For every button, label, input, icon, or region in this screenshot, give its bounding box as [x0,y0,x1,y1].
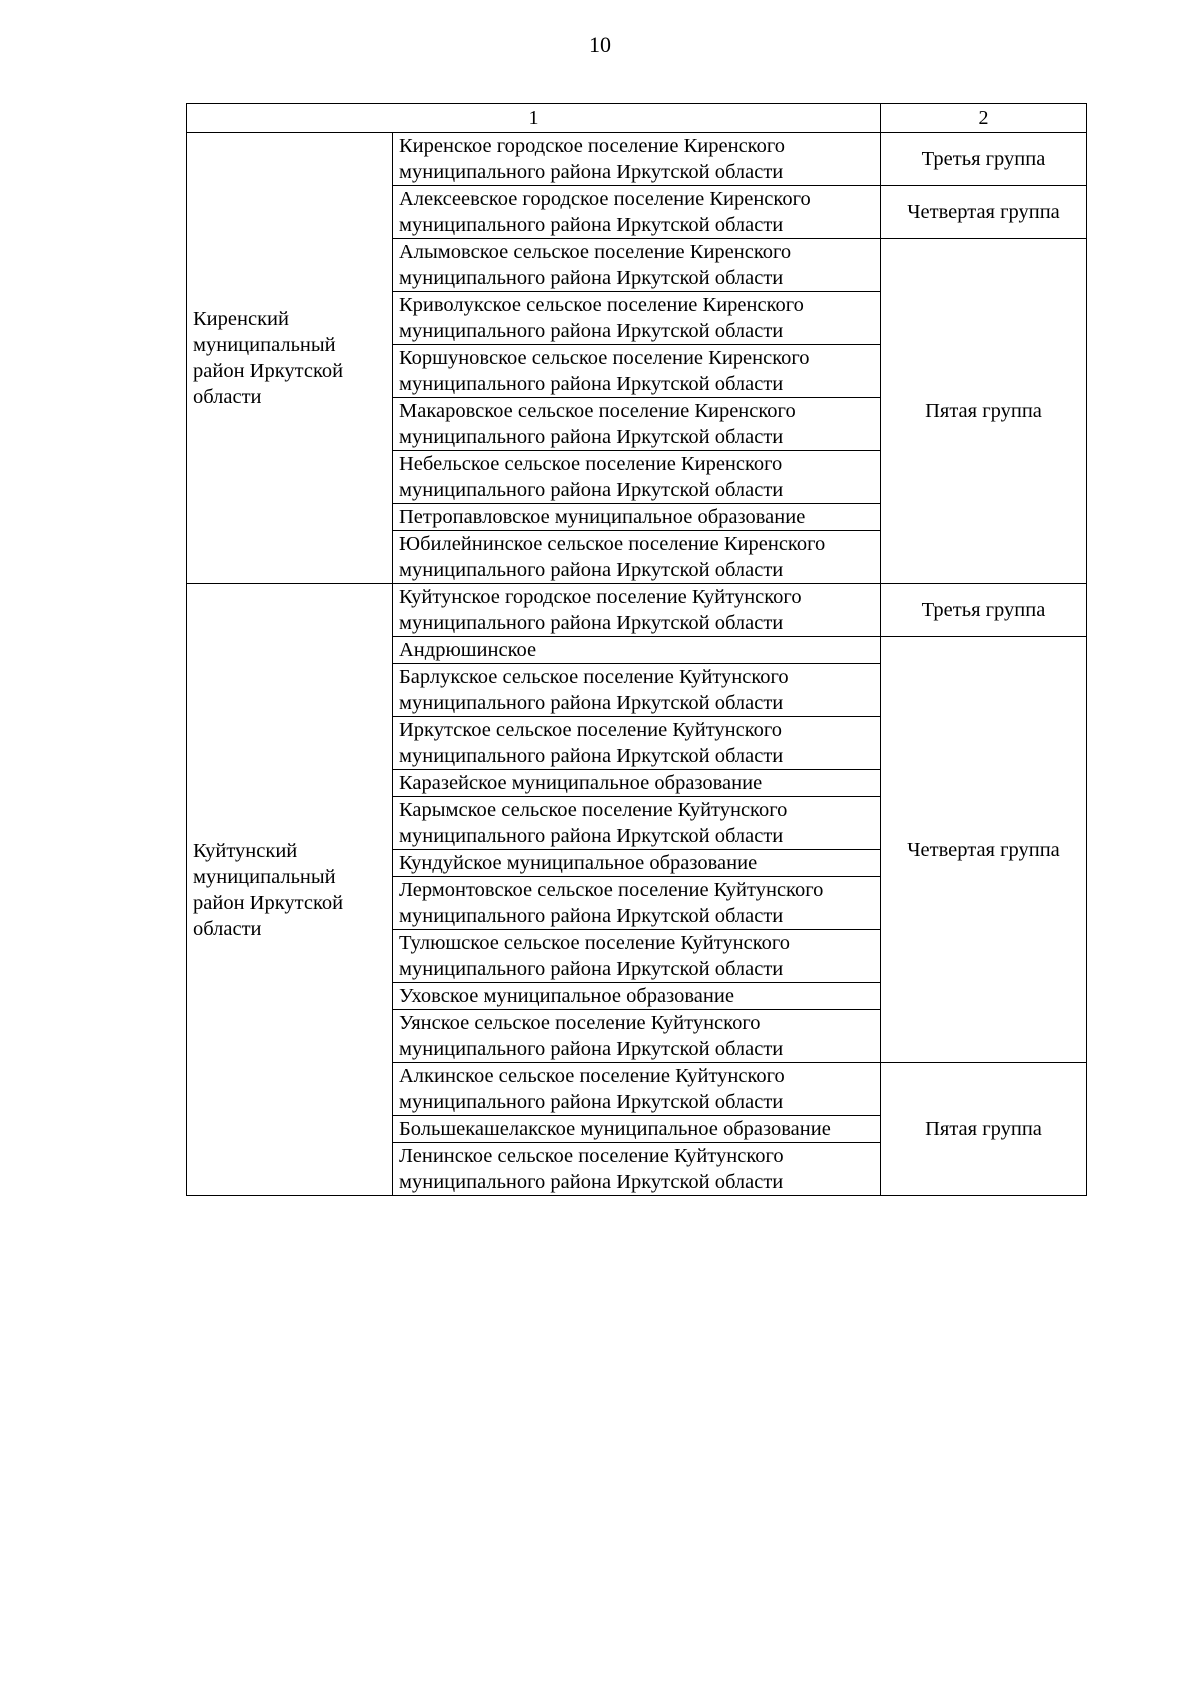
settlement-name: Алкинское сельское поселение Куйтунского муниципального района Иркутской области [393,1063,881,1116]
group-label: Четвертая группа [881,186,1087,239]
settlement-name: Небельское сельское поселение Киренского муниципального района Иркутской области [393,451,881,504]
group-label: Третья группа [881,133,1087,186]
table-row [187,133,1087,186]
settlement-name: Лермонтовское сельское поселение Куйтунского муниципального района Иркутской области [393,877,881,930]
header-col-2: 2 [881,104,1087,133]
district-name: Куйтунский муниципальный район Иркутской области [187,584,393,1196]
settlement-name: Юбилейнинское сельское поселение Киренского муниципального района Иркутской области [393,531,881,584]
settlement-name: Уховское муниципальное образование [393,983,881,1010]
settlement-name: Ленинское сельское поселение Куйтунского муниципального района Иркутской области [393,1143,881,1196]
settlement-name: Алымовское сельское поселение Киренского муниципального района Иркутской области [393,239,881,292]
header-row [187,104,1087,133]
settlement-name: Петропавловское муниципальное образование [393,504,881,531]
settlement-name: Куйтунское городское поселение Куйтунского муниципального района Иркутской области [393,584,881,637]
settlement-name: Большекашелакское муниципальное образование [393,1116,881,1143]
settlement-name: Барлукское сельское поселение Куйтунского муниципального района Иркутской области [393,664,881,717]
group-label: Пятая группа [881,239,1087,584]
settlement-name: Криволукское сельское поселение Киренского муниципального района Иркутской области [393,292,881,345]
page-number: 10 [589,32,611,57]
table-row [187,584,1087,637]
header-col-1: 1 [187,104,881,133]
settlement-name: Каразейское муниципальное образование [393,770,881,797]
group-label: Четвертая группа [881,637,1087,1063]
settlement-name: Тулюшское сельское поселение Куйтунского муниципального района Иркутской области [393,930,881,983]
group-label: Третья группа [881,584,1087,637]
settlement-name: Киренское городское поселение Киренского муниципального района Иркутской области [393,133,881,186]
settlement-name: Алексеевское городское поселение Киренского муниципального района Иркутской области [393,186,881,239]
settlement-name: Андрюшинское [393,637,881,664]
settlement-name: Коршуновское сельское поселение Киренского муниципального района Иркутской области [393,345,881,398]
settlement-name: Кундуйское муниципальное образование [393,850,881,877]
settlement-name: Иркутское сельское поселение Куйтунского муниципального района Иркутской области [393,717,881,770]
settlement-groups-table [186,103,1087,1196]
settlement-name: Макаровское сельское поселение Киренского муниципального района Иркутской области [393,398,881,451]
table-body [187,104,1087,1196]
group-label: Пятая группа [881,1063,1087,1196]
settlement-name: Карымское сельское поселение Куйтунского муниципального района Иркутской области [393,797,881,850]
settlement-name: Уянское сельское поселение Куйтунского муниципального района Иркутской области [393,1010,881,1063]
district-name: Киренский муниципальный район Иркутской области [187,133,393,584]
